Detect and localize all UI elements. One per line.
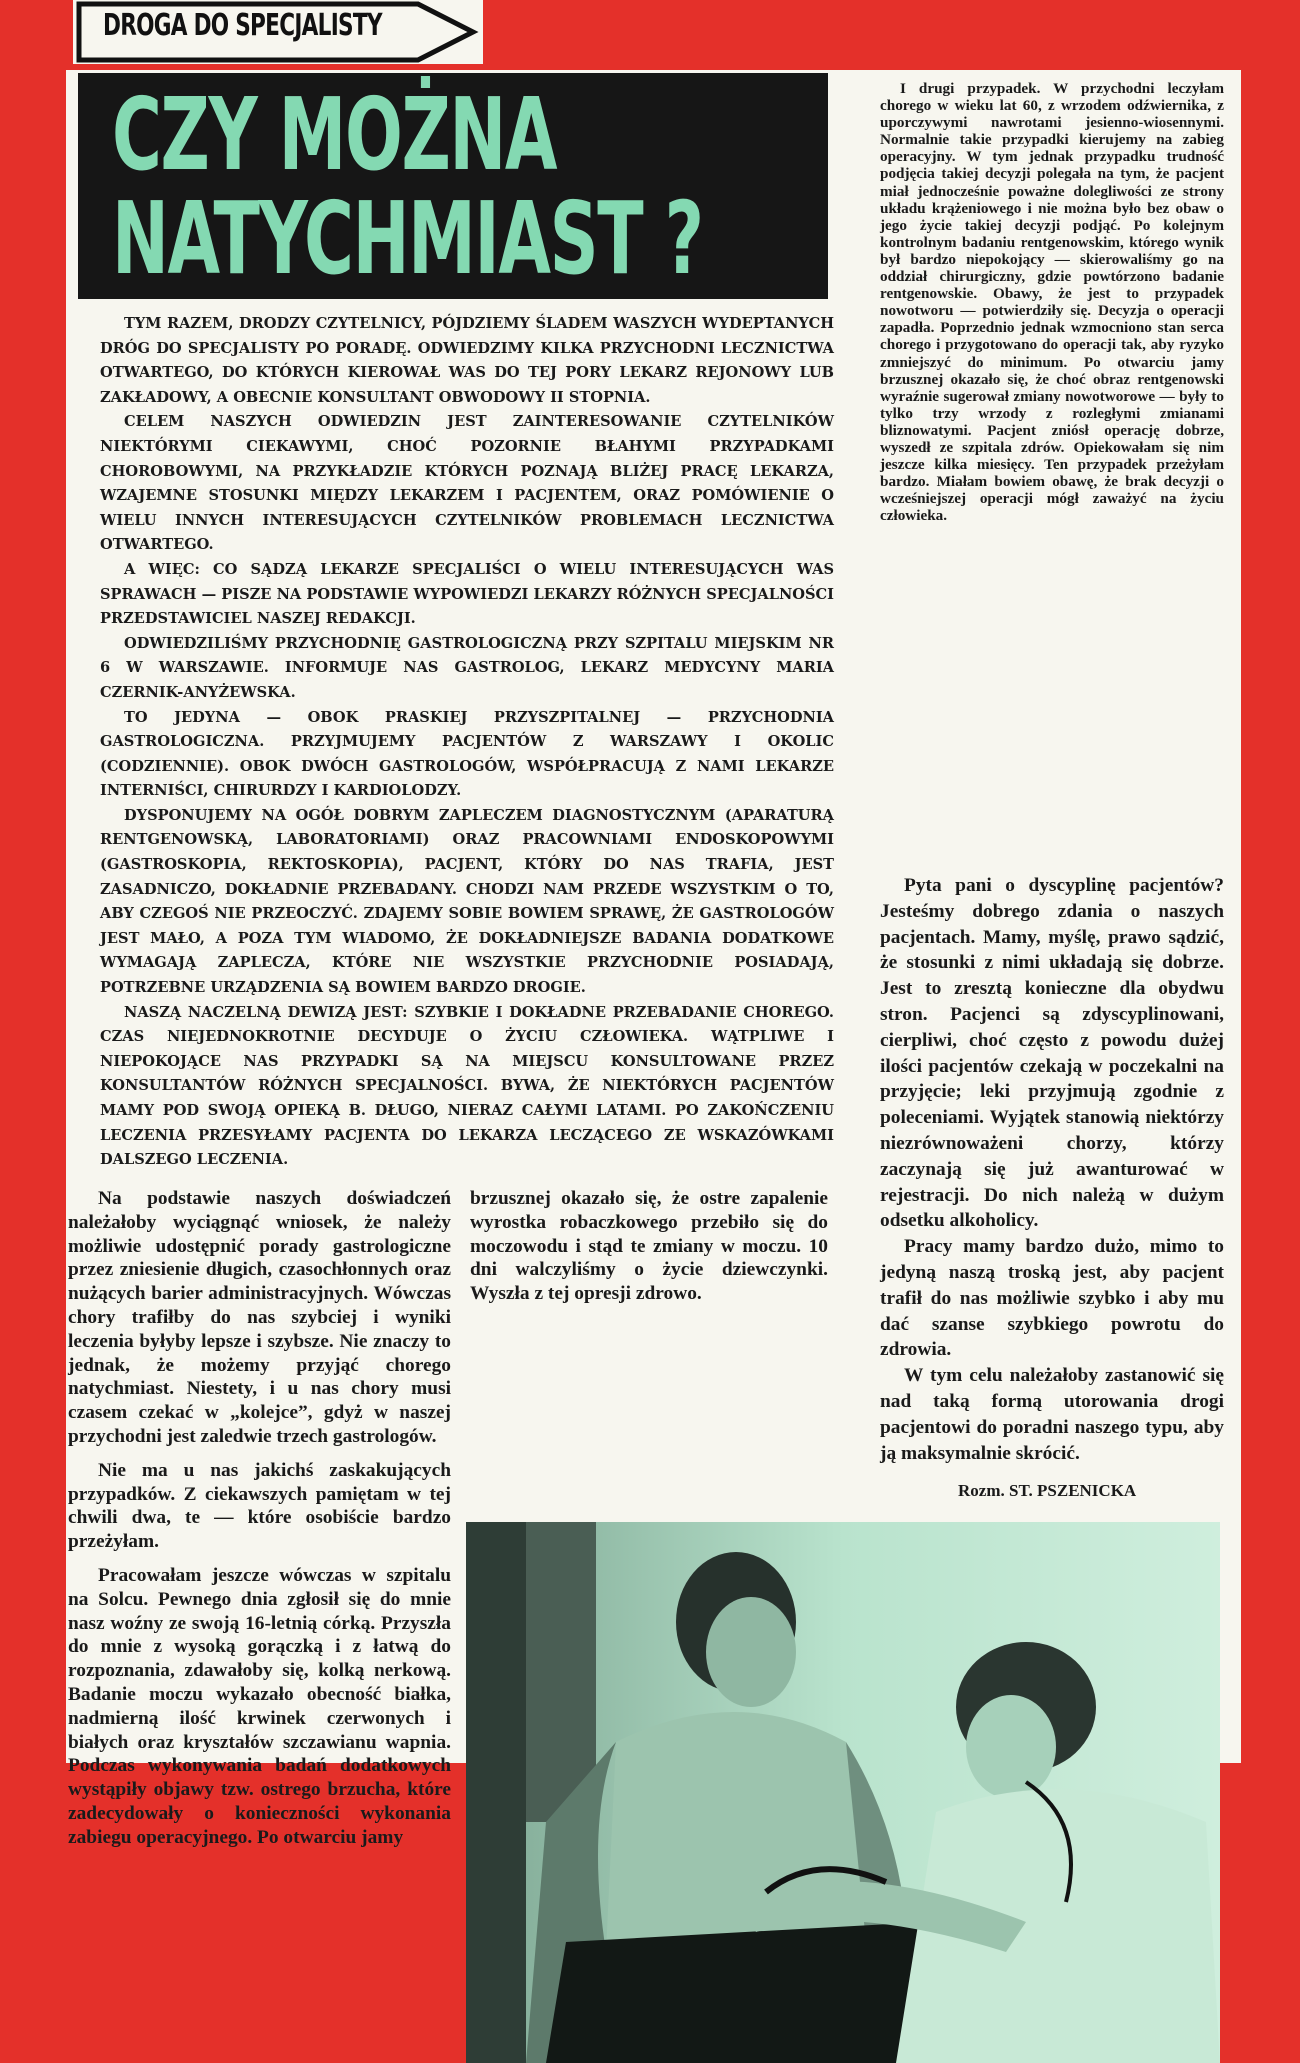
paragraph: W tym celu należałoby zastanowić się nad taką formą utorowania drogi pacjentowi do poradni naszego typu, aby ją maksymalnie skrócić. — [880, 1365, 1224, 1464]
paragraph: A WIĘC: CO SĄDZĄ LEKARZE SPECJALIŚCI O WIELU INTERESUJĄCYCH WAS SPRAWACH — PISZE NA PODSTAWIE WYPOWIEDZI LEKARZY RÓŻNYCH SPECJALNOŚCI PRZEDSTAWICIEL NASZEJ REDAKCJI. — [100, 560, 834, 628]
paragraph: brzusznej okazało się, że ostre zapalenie wyrostka robaczkowego przebiło się do moczowodu i stąd te zmiany w moczu. 10 dni walczyliśmy o życie dziewczynki. Wyszła z tej opresji zdrowo. — [470, 1188, 828, 1305]
right-column-small-text — [880, 80, 1224, 524]
paragraph: Nie ma u nas jakichś zaskakujących przypadków. Z ciekawszych pamiętam w tej chwili dwa, te — które osobiście bardzo przeżyłam. — [68, 1459, 451, 1553]
headline-line-2: NATYCHMIAST ? — [112, 180, 703, 297]
paragraph: DYSPONUJEMY NA OGÓŁ DOBRYM ZAPLECZEM DIAGNOSTYCZNYM (APARATURĄ RENTGENOWSKĄ, LABORATORIAMI) ORAZ PRACOWNIAMI ENDOSKOPOWYMI (GASTROSKOPIA, REKTOSKOPIA), PACJENT, KTÓRY DO NAS TRAFIA, JEST ZASADNICZO, DOKŁADNIE PRZEBADANY. CHODZI NAM PRZEDE WSZYSTKIM O TO, ABY CZEGOŚ NIE PRZEOCZYĆ. ZDAJEMY SOBIE BOWIEM SPRAWĘ, ŻE GASTROLOGÓW JEST MAŁO, A POZA TYM WIADOMO, ŻE DOKŁADNIEJSZE BADANIA DODATKOWE WYMAGAJĄ ZAPLECZA, KTÓRE NIE WSZYSTKIE PRZYCHODNIE POSIADAJĄ, POTRZEBNE URZĄDZENIA SĄ BOWIEM BARDZO DROGIE. — [100, 806, 834, 997]
left-column-text — [68, 1187, 451, 1860]
headline-line-1: CZY MOŻNA — [112, 76, 557, 193]
paragraph: ODWIEDZILIŚMY PRZYCHODNIĘ GASTROLOGICZNĄ PRZY SZPITALU MIEJSKIM NR 6 W WARSZAWIE. INFORMUJE NAS GASTROLOG, LEKARZ MEDYCYNY MARIA CZERNIK-ANYŻEWSKA. — [100, 634, 834, 701]
paragraph: Na podstawie naszych doświadczeń należałoby wyciągnąć wniosek, że należy możliwie udostępnić porady gastrologiczne przez zniesienie długich, czasochłonnych oraz nużących barier administracyjnych. Wówczas chory trafiłby do nas szybciej i wyniki leczenia byłyby lepsze i szybsze. Nie znaczy to jednak, że możemy przyjąć chorego natychmiast. Niestety, i u nas chory musi czasem czekać w „kolejce”, gdyż w naszej przychodni jest zaledwie trzech gastrologów. — [68, 1188, 451, 1447]
paragraph: Pracy mamy bardzo dużo, mimo to jedyną naszą troską jest, aby pacjent trafił do nas możliwie szybko i aby mu dać szanse szybkiego powrotu do zdrowia. — [880, 1236, 1224, 1361]
paragraph: TO JEDYNA — OBOK PRASKIEJ PRZYSZPITALNEJ — PRZYCHODNIA GASTROLOGICZNA. PRZYJMUJEMY PACJENTÓW Z WARSZAWY I OKOLIC (CODZIENNIE). OBOK DWÓCH GASTROLOGÓW, WSPÓŁPRACUJĄ Z NAMI LEKARZE INTERNIŚCI, CHIRURDZY I KARDIOLODZY. — [100, 708, 834, 800]
intro-text — [100, 312, 834, 1173]
middle-column-text — [470, 1187, 828, 1306]
paragraph: Pracowałam jeszcze wówczas w szpitalu na Solcu. Pewnego dnia zgłosił się do mnie nasz woźny ze swoją 16-letnią córką. Przyszła do mnie z wysoką gorączką i z łatwą do rozpoznania, zdawałoby się, kolką nerkową. Badanie moczu wykazało obecność białka, nadmierną ilość krwinek czerwonych i białych oraz kryształów szczawianu wapnia. Podczas wykonywania badań dodatkowych wystąpiły objawy tzw. ostrego brzucha, które zadecydowały o konieczności wykonania zabiegu operacyjnego. Po otwarciu jamy — [68, 1564, 451, 1848]
paragraph: TYM RAZEM, DRODZY CZYTELNICY, PÓJDZIEMY ŚLADEM WASZYCH WYDEPTANYCH DRÓG DO SPECJALISTY PO PORADĘ. ODWIEDZIMY KILKA PRZYCHODNI LECZNICTWA OTWARTEGO, DO KTÓRYCH KIEROWAŁ WAS DO TEJ PORY LEKARZ REJONOWY LUB ZAKŁADOWY, A OBECNIE KONSULTANT OBWODOWY II STOPNIA. — [100, 315, 834, 406]
paragraph: Pyta pani o dyscyplinę pacjentów? Jesteśmy dobrego zdania o naszych pacjentach. Mamy, myślę, prawo sądzić, że stosunki z nimi układają się dobrze. Jest to zresztą konieczne dla obydwu stron. Pacjenci są zdyscyplinowani, cierpliwi, choć często z powodu dużej ilości pacjentów czekają w poczekalni na przyjęcie; leki przyjmują zgodnie z poleceniami. Wyjątek stanowią niektórzy niezrównoważeni chorzy, którzy zaczynają się już awanturować w rejestracji. Do nich należą w dużym odsetku alkoholicy. — [880, 875, 1224, 1232]
section-label — [73, 0, 483, 64]
paragraph: NASZĄ NACZELNĄ DEWIZĄ JEST: SZYBKIE I DOKŁADNE PRZEBADANIE CHOREGO. CZAS NIEJEDNOKROTNIE DECYDUJE O ŻYCIU CZŁOWIEKA. WĄTPLIWE I NIEPOKOJĄCE NAS PRZYPADKI SĄ NA MIEJSCU KONSULTOWANE PRZEZ KONSULTANTÓW RÓŻNYCH SPECJALNOŚCI. BYWA, ŻE NIEKTÓRYCH PACJENTÓW MAMY POD SWOJĄ OPIEKĄ B. DŁUGO, NIERAZ CAŁYMI LATAMI. PO ZAKOŃCZENIU LECZENIA PRZESYŁAMY PACJENTA DO LEKARZA LECZĄCEGO ZE WSKAZÓWKAMI DALSZEGO LECZENIA. — [100, 1003, 834, 1169]
right-column-large-text — [880, 873, 1224, 1466]
section-label-text: DROGA DO SPECJALISTY — [103, 8, 382, 43]
paragraph: CELEM NASZYCH ODWIEDZIN JEST ZAINTERESOWANIE CZYTELNIKÓW NIEKTÓRYMI CIEKAWYMI, CHOĆ POZORNIE BŁAHYMI PRZYPADKAMI CHOROBOWYMI, NA PRZYKŁADZIE KTÓRYCH POZNAJĄ BLIŻEJ PRACĘ LEKARZA, WZAJEMNE STOSUNKI MIĘDZY LEKARZEM I PACJENTEM, ORAZ POMÓWIENIE O WIELU INNYCH INTERESUJĄCYCH CZYTELNIKÓW PROBLEMACH LECZNICTWA OTWARTEGO. — [100, 413, 834, 554]
photo-doctor-examining-patient — [466, 1522, 1220, 2063]
paragraph: I drugi przypadek. W przychodni leczyłam chorego w wieku lat 60, z wrzodem odźwiernika, z uporczywymi nawrotami jesienno-wiosennymi. Normalnie takie przypadki kierujemy na zabieg operacyjny. W tym jednak przypadku trudność podjęcia takiej decyzji polegała na tym, że pacjent miał jednocześnie poważne dolegliwości ze strony układu krążeniowego i nie można było bez obaw o jego życie takiej decyzji podjąć. Po kolejnym kontrolnym badaniu rentgenowskim, którego wynik był bardzo niepokojący — skierowaliśmy go na oddział chirurgiczny, gdzie powtórzono badanie rentgenowskie. Obawy, że jest to przypadek nowotworu — potwierdziły się. Decyzja o operacji zapadła. Poprzednio jednak wzmocniono stan serca chorego i przygotowano do operacji tak, aby ryzyko zmniejszyć do minimum. Po otwarciu jamy brzusznej okazało się, że choć obraz rentgenowski wyraźnie sugerował zmiany nowotworowe — były to tylko trzy wrzody z rozległymi zmianami bliznowatymi. Pacjent zniósł operację dobrze, wyszedł ze szpitala zdrów. Opiekowałam się nim jeszcze kilka miesięcy. Ten przypadek przeżyłam bardzo. Miałam bowiem obawę, że brak decyzji o wcześniejszej operacji mógł zaważyć na życiu człowieka. — [880, 80, 1224, 525]
headline-block — [78, 73, 828, 299]
byline: Rozm. ST. PSZENICKA — [958, 1481, 1137, 1500]
